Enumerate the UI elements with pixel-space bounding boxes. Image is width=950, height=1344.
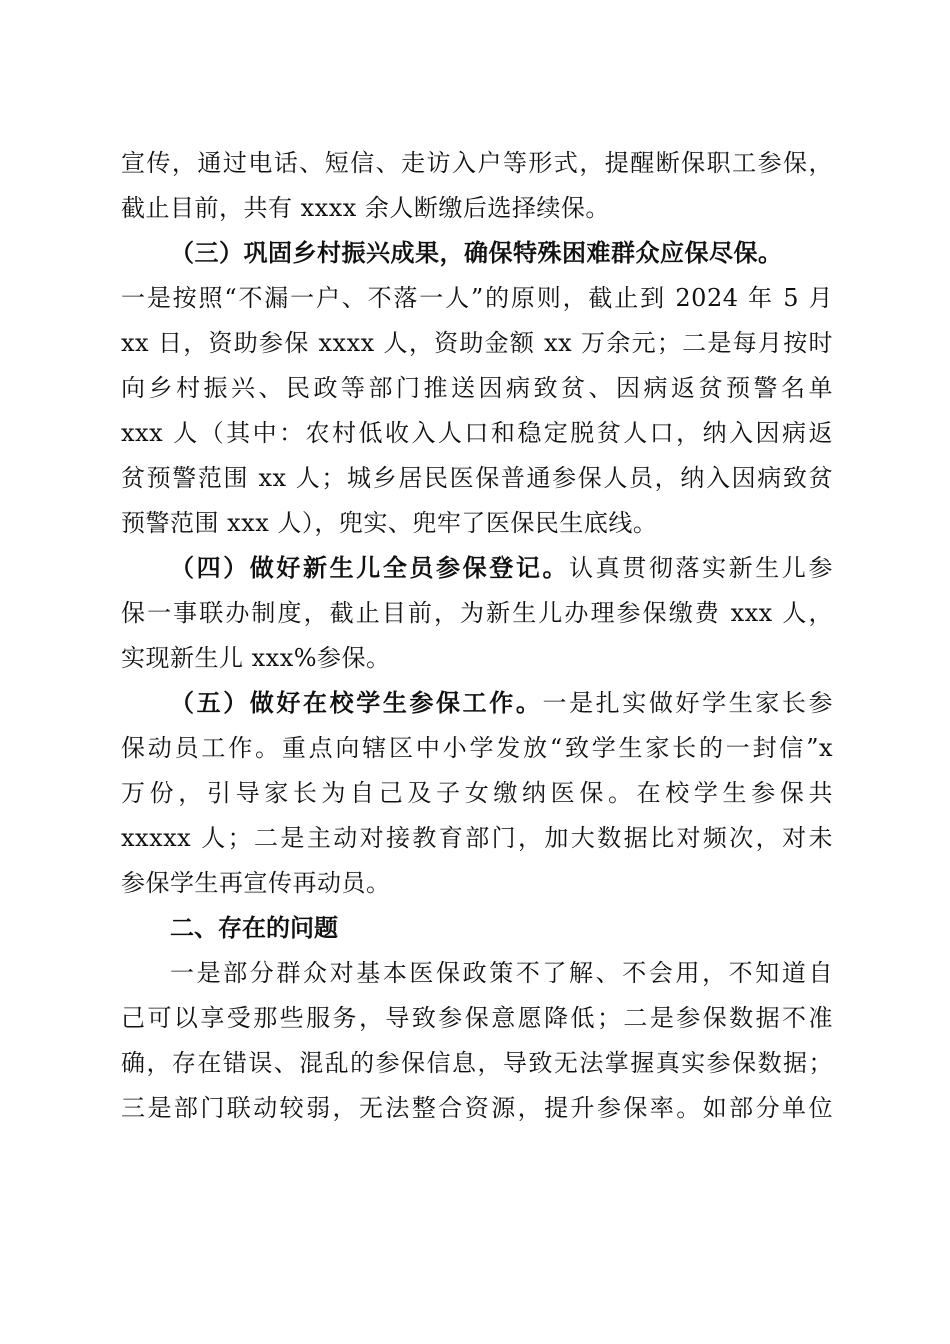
paragraph-line: xx 日，资助参保 xxxx 人，资助金额 xx 万余元；二是每月按时 bbox=[121, 329, 833, 357]
subsection-heading-4: （四）做好新生儿全员参保登记。 bbox=[170, 553, 570, 582]
paragraph-first-line bbox=[170, 688, 833, 718]
paragraph-line: 参保学生再宣传再动员。 bbox=[121, 869, 391, 897]
subsection-heading-3: （三）巩固乡村振兴成果，确保特殊困难群众应保尽保。 bbox=[170, 238, 783, 267]
paragraph-text: 一是扎实做好学生家长参 bbox=[542, 689, 834, 717]
paragraph-line: 保一事联办制度，截止目前，为新生儿办理参保缴费 xxx 人， bbox=[121, 599, 833, 627]
paragraph-text: 认真贯彻落实新生儿参 bbox=[569, 554, 833, 582]
paragraph-line: 万份，引导家长为自己及子女缴纳医保。在校学生参保共 bbox=[121, 779, 833, 807]
section-heading: 二、存在的问题 bbox=[170, 914, 338, 942]
paragraph-line: 一是按照“不漏一户、不落一人”的原则，截止到 2024 年 5 月 bbox=[121, 284, 833, 312]
paragraph-line: 确，存在错误、混乱的参保信息，导致无法掌握真实参保数据； bbox=[121, 1049, 833, 1077]
paragraph-line: 预警范围 xxx 人），兜实、兜牢了医保民生底线。 bbox=[121, 509, 658, 537]
paragraph-line: 己可以享受那些服务，导致参保意愿降低；二是参保数据不准 bbox=[121, 1004, 833, 1032]
paragraph-line: 宣传，通过电话、短信、走访入户等形式，提醒断保职工参保， bbox=[121, 149, 833, 177]
paragraph-line: 保动员工作。重点向辖区中小学发放“致学生家长的一封信”x bbox=[121, 734, 833, 762]
paragraph-first-line: 一是部分群众对基本医保政策不了解、不会用，不知道自 bbox=[170, 959, 833, 987]
paragraph-first-line bbox=[170, 553, 833, 583]
paragraph-line: xxx 人（其中：农村低收入人口和稳定脱贫人口，纳入因病返 bbox=[121, 419, 833, 447]
paragraph-line: 三是部门联动较弱，无法整合资源，提升参保率。如部分单位 bbox=[121, 1094, 833, 1122]
subsection-heading-5: （五）做好在校学生参保工作。 bbox=[170, 688, 543, 717]
paragraph-line: 实现新生儿 xxx%参保。 bbox=[121, 644, 391, 672]
paragraph-line: xxxxx 人；二是主动对接教育部门，加大数据比对频次，对未 bbox=[121, 824, 833, 852]
paragraph-line: 截止目前，共有 xxxx 余人断缴后选择续保。 bbox=[121, 194, 610, 222]
paragraph-line: 向乡村振兴、民政等部门推送因病致贫、因病返贫预警名单 bbox=[121, 374, 833, 402]
paragraph-line: 贫预警范围 xx 人；城乡居民医保普通参保人员，纳入因病致贫 bbox=[121, 464, 833, 492]
